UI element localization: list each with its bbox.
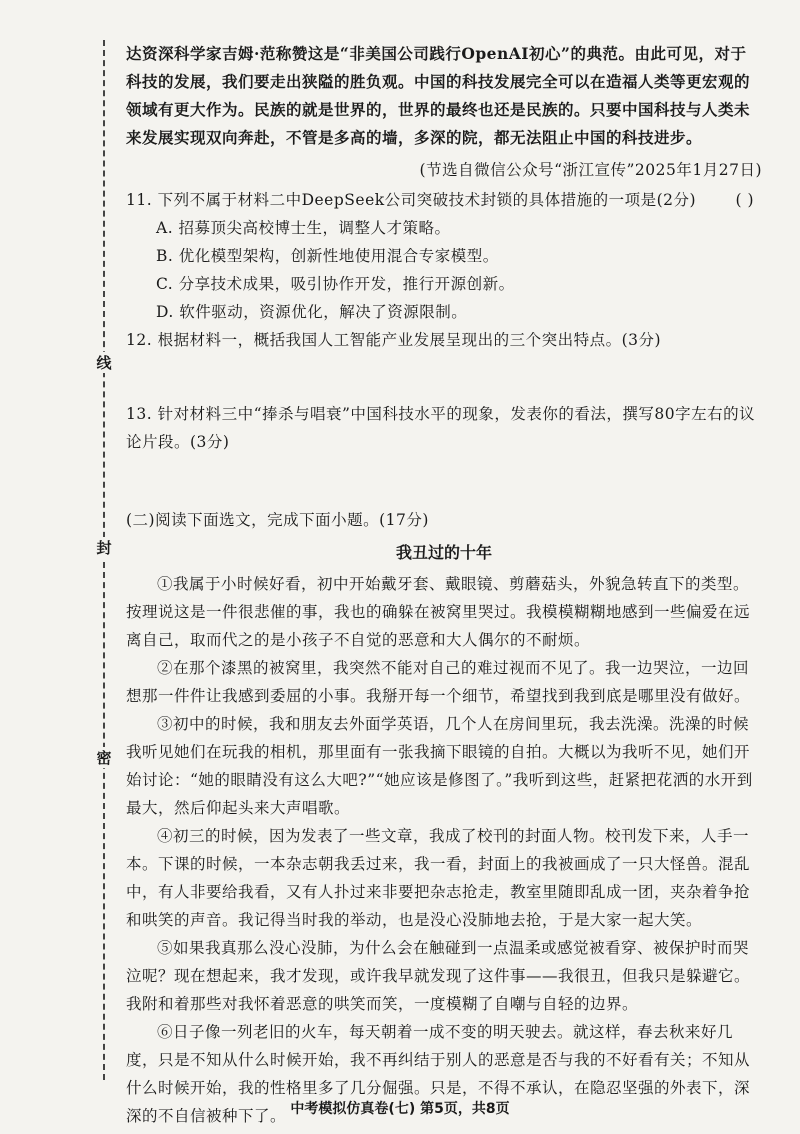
- question-11-stem: 11. 下列不属于材料二中DeepSeek公司突破技术封锁的具体措施的一项是(2分): [126, 191, 697, 209]
- passage-paragraph-1: ①我属于小时候好看，初中开始戴牙套、戴眼镜、剪蘑菇头，外貌急转直下的类型。按理说这是一件很悲催的事，我也的确躲在被窝里哭过。我模模糊糊地感到一些偏爱在远离自己，取而代之的是小孩子不自觉的恶意和大人偶尔的不耐烦。: [126, 575, 751, 649]
- passage-paragraph-6: ⑥日子像一列老旧的火车，每天朝着一成不变的明天驶去。就这样，春去秋来好几度，只是不知从什么时候开始，我不再纠结于别人的恶意是否与我的不好看有关；不知从什么时候开始，我的性格里多了几分倔强。只是，不得不承认，在隐忍坚强的外表下，深深的不自信被种下了。: [126, 1023, 751, 1125]
- question-13: 13. 针对材料三中“捧杀与唱衰”中国科技水平的现象，发表你的看法，撰写80字左右的议论片段。(3分): [126, 405, 756, 451]
- option-a: A. 招募顶尖高校博士生，调整人才策略。: [156, 219, 451, 237]
- option-c: C. 分享技术成果，吸引协作开发，推行开源创新。: [156, 275, 515, 293]
- binding-mark-xian: 线: [94, 352, 114, 373]
- question-11: [126, 186, 762, 326]
- passage-paragraph-2: ②在那个漆黑的被窝里，我突然不能对自己的难过视而不见了。我一边哭泣，一边回想那一件件让我感到委屈的小事。我掰开每一个细节，希望找到我到底是哪里没有做好。: [126, 659, 751, 705]
- answer-space-12: [126, 354, 762, 400]
- answer-space-13: [126, 456, 762, 506]
- passage-title: 我丑过的十年: [395, 543, 492, 562]
- passage-paragraph-5: ⑤如果我真那么没心没肺，为什么会在触碰到一点温柔或感觉被看穿、被保护时而哭泣呢？现在想起来，我才发现，或许我早就发现了这件事——我很丑，但我只是躲避它。我附和着那些对我怀着恶意的哄笑而笑，一度模糊了自嘲与自轻的边界。: [126, 939, 751, 1013]
- binding-mark-mi: 密: [94, 747, 114, 768]
- section-heading: (二)阅读下面选文，完成下面小题。(17分): [126, 511, 429, 529]
- page-footer: 中考模拟仿真卷(七) 第5页，共8页: [290, 1101, 510, 1117]
- binding-dashed-line: [103, 40, 105, 1080]
- source-citation: (节选自微信公众号“浙江宣传”2025年1月27日): [419, 161, 762, 179]
- passage-paragraph-3: ③初中的时候，我和朋友去外面学英语，几个人在房间里玩，我去洗澡。洗澡的时候我听见她们在玩我的相机，那里面有一张我摘下眼镜的自拍。大概以为我听不见，她们开始讨论：“她的眼睛没有这么大吧?”“她应该是修图了。”我听到这些，赶紧把花洒的水开到最大，然后仰起头来大声唱歌。: [126, 715, 753, 817]
- passage-paragraph-4: ④初三的时候，因为发表了一些文章，我成了校刊的封面人物。校刊发下来，人手一本。下课的时候，一本杂志朝我丢过来，我一看，封面上的我被画成了一只大怪兽。混乱中，有人非要给我看，又有人扑过来非要把杂志抢走，教室里随即乱成一团，夹杂着争抢和哄笑的声音。我记得当时我的举动，也是没心没肺地去抢，于是大家一起大笑。: [126, 827, 751, 929]
- binding-mark-feng: 封: [94, 537, 114, 558]
- answer-bracket: ( ): [735, 191, 754, 209]
- page-content: [126, 40, 762, 1130]
- intro-paragraph: 达资深科学家吉姆·范称赞这是“非美国公司践行OpenAI初心”的典范。由此可见，对于科技的发展，我们要走出狭隘的胜负观。中国的科技发展完全可以在造福人类等更宏观的领域有更大作为。民族的就是世界的，世界的最终也还是民族的。只要中国科技与人类未来发展实现双向奔赴，不管是多高的墙，多深的院，都无法阻止中国的科技进步。: [126, 44, 751, 147]
- option-d: D. 软件驱动，资源优化，解决了资源限制。: [156, 303, 468, 321]
- question-12: 12. 根据材料一，概括我国人工智能产业发展呈现出的三个突出特点。(3分): [126, 331, 662, 349]
- option-b: B. 优化模型架构，创新性地使用混合专家模型。: [156, 247, 499, 265]
